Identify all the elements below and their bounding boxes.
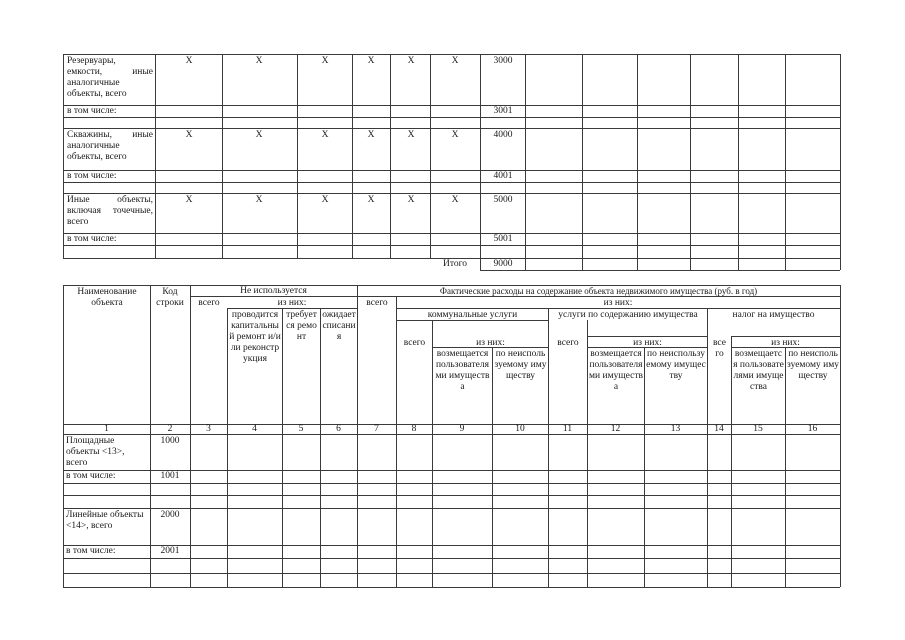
not-applicable-mark: X [255, 195, 263, 205]
header-actual-costs: Фактические расходы на содержание объекта недвижимого имущества (руб. в год) [439, 286, 758, 296]
header-awaiting-writeoff: ожидает списания [322, 310, 356, 342]
grid-line [63, 233, 840, 234]
header-utilities: коммунальные услуги [427, 310, 518, 320]
grid-line [63, 245, 840, 246]
header-object-name: Наименование объекта [77, 287, 137, 308]
column-number: 5 [298, 424, 304, 434]
header-repair-reconstruction: проводится капитальный ремонт и/или реконструкция [229, 310, 281, 364]
column-number: 11 [562, 424, 573, 434]
column-number: 12 [610, 424, 621, 434]
column-number: 16 [807, 424, 818, 434]
grid-line [738, 258, 739, 270]
not-applicable-mark: X [185, 130, 193, 140]
bottom-row-code: 2000 [160, 510, 180, 520]
column-number: 4 [252, 424, 257, 434]
top-row-label: Скважины, иные аналогичные объекты, всего [67, 130, 153, 162]
grid-line [785, 54, 786, 258]
not-applicable-mark: X [407, 130, 415, 140]
total-label: Итого [442, 259, 468, 269]
grid-line [63, 587, 840, 588]
not-applicable-mark: X [451, 195, 459, 205]
grid-line [480, 258, 481, 270]
total-code: 9000 [493, 259, 513, 269]
grid-line [63, 182, 840, 183]
column-number: 1 [104, 424, 109, 434]
bottom-row-code: 1000 [160, 436, 180, 446]
grid-line [297, 54, 298, 258]
top-row-code: 4000 [493, 130, 513, 140]
grid-line [63, 508, 840, 509]
grid-line [63, 483, 840, 484]
grid-line [155, 54, 156, 258]
bottom-subrow-label: в том числе: [66, 471, 116, 481]
column-number: 14 [714, 424, 724, 434]
not-applicable-mark: X [321, 195, 329, 205]
total-row-bottom [480, 270, 840, 271]
top-table-border [63, 54, 840, 55]
top-row-code: 3000 [493, 56, 513, 66]
not-applicable-mark: X [451, 130, 459, 140]
column-number: 10 [515, 424, 525, 434]
header-repair-required: требуется ремонт [286, 310, 317, 342]
grid-line [430, 54, 431, 258]
grid-line [637, 258, 638, 270]
grid-line [637, 54, 638, 258]
grid-line [525, 54, 526, 258]
column-number: 7 [374, 424, 379, 434]
grid-line [480, 54, 481, 258]
grid-line [840, 285, 841, 587]
grid-line [63, 54, 64, 258]
top-subrow-code: 5001 [493, 234, 513, 244]
grid-line [731, 336, 840, 337]
top-subrow-label: в том числе: [67, 171, 117, 181]
grid-line [63, 105, 840, 106]
grid-line [63, 573, 840, 574]
top-subrow-label: в том числе: [67, 106, 117, 116]
grid-line [582, 258, 583, 270]
grid-line [352, 54, 353, 258]
header-of-which: из них: [476, 338, 505, 348]
column-number: 6 [336, 424, 341, 434]
not-applicable-mark: X [407, 56, 415, 66]
not-applicable-mark: X [367, 195, 375, 205]
grid-line [582, 54, 583, 258]
header-total: всего [713, 338, 726, 359]
header-unused-property: по неиспользуемому имуществу [787, 349, 839, 381]
grid-line [190, 285, 191, 587]
grid-line [785, 258, 786, 270]
bottom-subrow-code: 1001 [160, 471, 180, 481]
header-total: всего [198, 298, 220, 308]
grid-line [731, 336, 732, 587]
header-maintenance: услуги по содержанию имущества [558, 310, 698, 320]
header-reimbursed: возмещается пользователями имущества [733, 349, 784, 392]
grid-line [785, 347, 786, 587]
not-applicable-mark: X [321, 56, 329, 66]
grid-line [690, 54, 691, 258]
not-applicable-mark: X [255, 130, 263, 140]
bottom-row-label: Площадные объекты <13>, всего [66, 436, 125, 468]
grid-line [587, 320, 588, 587]
not-applicable-mark: X [451, 56, 459, 66]
grid-line [357, 285, 358, 587]
bottom-subrow-code: 2001 [160, 546, 180, 556]
top-subrow-code: 4001 [493, 171, 513, 181]
grid-line [738, 54, 739, 258]
grid-line [150, 285, 151, 587]
header-property-tax: налог на имущество [732, 310, 815, 320]
grid-line [63, 117, 840, 118]
header-of-which: из них: [633, 338, 662, 348]
header-of-which: из них: [603, 298, 633, 308]
header-unused-property: по неиспользуемому имуществу [494, 349, 547, 381]
not-applicable-mark: X [407, 195, 415, 205]
column-number: 8 [411, 424, 417, 434]
header-of-which: из них: [277, 298, 307, 308]
grid-line [840, 54, 841, 258]
grid-line [840, 258, 841, 270]
grid-line [63, 558, 840, 559]
grid-line [644, 347, 645, 587]
not-applicable-mark: X [185, 56, 193, 66]
grid-line [525, 258, 526, 270]
column-number: 2 [167, 424, 173, 434]
not-applicable-mark: X [185, 195, 193, 205]
top-row-code: 5000 [493, 195, 513, 205]
bottom-row-label: Линейные объекты <14>, всего [66, 510, 144, 531]
grid-line [690, 258, 691, 270]
top-subrow-label: в том числе: [67, 234, 117, 244]
grid-line [390, 54, 391, 258]
header-reimbursed: возмещается пользователями имущества [435, 349, 490, 392]
header-total: всего [366, 298, 388, 308]
top-subrow-code: 3001 [493, 106, 513, 116]
column-number: 3 [206, 424, 211, 434]
header-line-code: Код строки [156, 287, 184, 308]
grid-line [63, 170, 840, 171]
header-not-used: Не используется [240, 286, 307, 296]
top-row-label: Резервуары, емкости, иные аналогичные объекты, всего [67, 56, 153, 99]
grid-line [492, 347, 493, 587]
column-number: 13 [670, 424, 681, 434]
grid-line [63, 285, 64, 587]
grid-line [63, 495, 840, 496]
grid-line [587, 336, 707, 337]
column-number: 15 [753, 424, 763, 434]
header-reimbursed: возмещается пользователями имущества [589, 349, 643, 392]
not-applicable-mark: X [367, 130, 375, 140]
grid-line [222, 54, 223, 258]
bottom-subrow-label: в том числе: [66, 546, 116, 556]
header-unused-property: по неиспользуемому имуществу [646, 349, 706, 381]
header-total: всего [557, 338, 579, 348]
grid-line [432, 320, 433, 587]
column-number: 9 [459, 424, 465, 434]
not-applicable-mark: X [255, 56, 263, 66]
grid-line [63, 128, 840, 129]
grid-line [63, 193, 840, 194]
header-total: всего [403, 338, 426, 348]
not-applicable-mark: X [321, 130, 329, 140]
header-of-which: из них: [771, 338, 800, 348]
not-applicable-mark: X [367, 56, 375, 66]
top-row-label: Иные объекты, включая точечные, всего [67, 195, 153, 227]
